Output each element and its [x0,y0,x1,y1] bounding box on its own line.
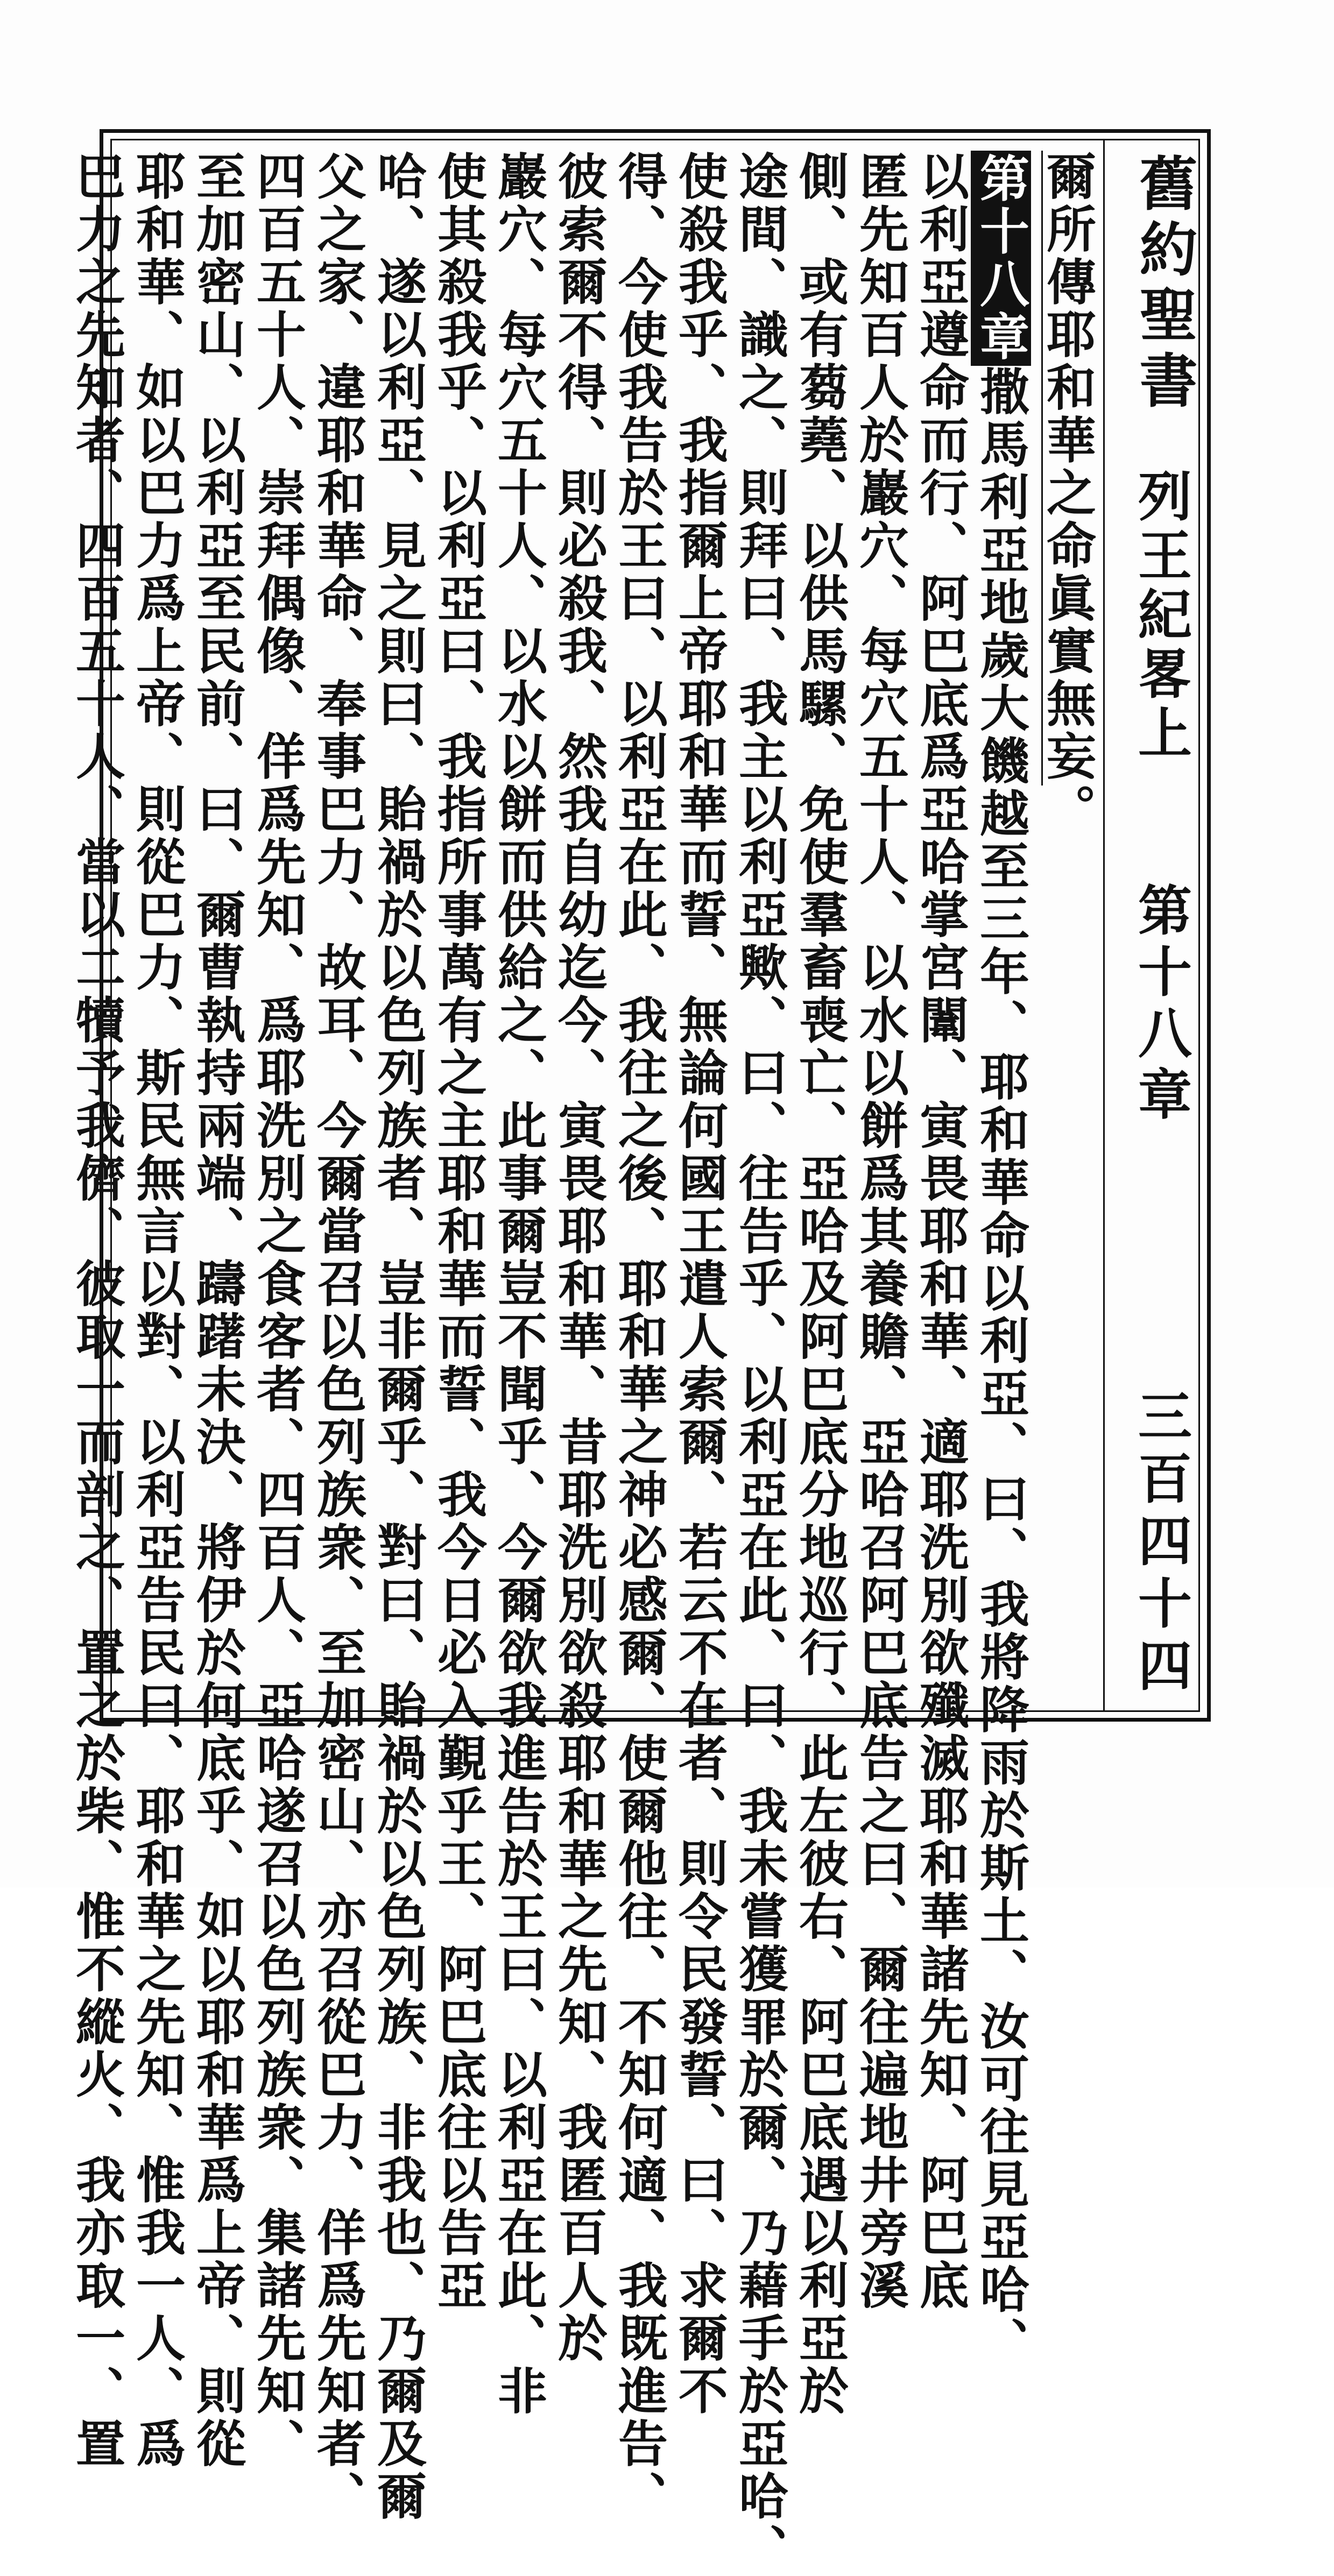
text-column: 巖穴、每穴五十人、以水以餅而供給之、此事爾豈不聞乎、今爾欲我進告於王曰、以利亞在此、非 [490,151,548,2418]
text-column: 使其殺我乎、以利亞曰、我指所事萬有之主耶和華而誓、我今日必入覲乎王、阿巴底往以告亞 [429,151,488,2312]
text-column: 側、或有蒭蕘、以供馬騾、免使羣畜喪亡、亞哈及阿巴底分地巡行、此左彼右、阿巴底遇以利亞於 [791,151,849,2418]
chapter-marker: 第十八章 [971,151,1031,366]
text-column-content: 撒馬利亞地歲大饑越至三年、耶和華命以利亞、曰、我將降雨於斯土、汝可往見亞哈、 [972,366,1030,2369]
text-column: 四百五十人、崇拜偶像、佯爲先知、爲耶洗別之食客者、四百人、亞哈遂召以色列族衆、集諸先知、 [249,151,307,2471]
text-column: 父之家、違耶和華命、奉事巴力、故耳、今爾當召以色列族衆、至加密山、亦召從巴力、佯爲先知者、 [309,151,367,2523]
text-column: 巴力之先知者、四百五十人、當以二犢予我儕、彼取一而剖之、置之於柴、惟不縱火、我亦取一、置 [68,151,126,2471]
text-column [971,151,1031,2369]
text-column: 至加密山、以利亞至民前、曰、爾曹執持兩端、躊躇未決、將伊於何底乎、如以耶和華爲上帝、則從 [188,151,246,2471]
text-column: 使殺我乎、我指爾上帝耶和華而誓、無論何國王遣人索爾、若云不在者、則令民發誓、曰、求爾不 [670,151,729,2418]
text-column: 耶和華、如以巴力爲上帝、則從巴力、斯民無言以對、以利亞告民曰、耶和華之先知、惟我一人、爲 [128,151,186,2471]
book-title: 舊約聖書 [1130,153,1197,416]
scripture-body-text [68,151,1098,2576]
section-title: 列王紀畧上 [1129,468,1192,764]
chapter-label: 第十八章 [1129,882,1192,1128]
text-column: 得、今使我告於王曰、以利亞在此、我往之後、耶和華之神必感爾、使爾他往、不知何適、我既進告、 [610,151,668,2523]
chapter-summary: 爾所傳耶和華之命眞實無妄。 [1039,151,1097,836]
text-column: 彼索爾不得、則必殺我、然我自幼迄今、寅畏耶和華、昔耶洗別欲殺耶和華之先知、我匿百人於 [550,151,608,2365]
text-column: 以利亞遵命而行、阿巴底爲亞哈掌宮闈、寅畏耶和華、適耶洗別欲殲滅耶和華諸先知、阿巴底 [912,151,970,2312]
text-column: 途間、識之、則拜曰、我主以利亞歟、曰、往告乎、以利亞在此、曰、我未嘗獲罪於爾、乃藉手於亞哈、 [731,151,789,2576]
text-column: 哈、遂以利亞、見之則曰、貽禍於以色列族者、豈非爾乎、對曰、貽禍於以色列族、非我也、乃爾及爾 [369,151,427,2523]
page-number: 三百四十四 [1129,1388,1192,1700]
text-column: 匿先知百人於巖穴、每穴五十人、以水以餅爲其養贍、亞哈召阿巴底告之曰、爾往遍地井旁溪 [851,151,909,2312]
